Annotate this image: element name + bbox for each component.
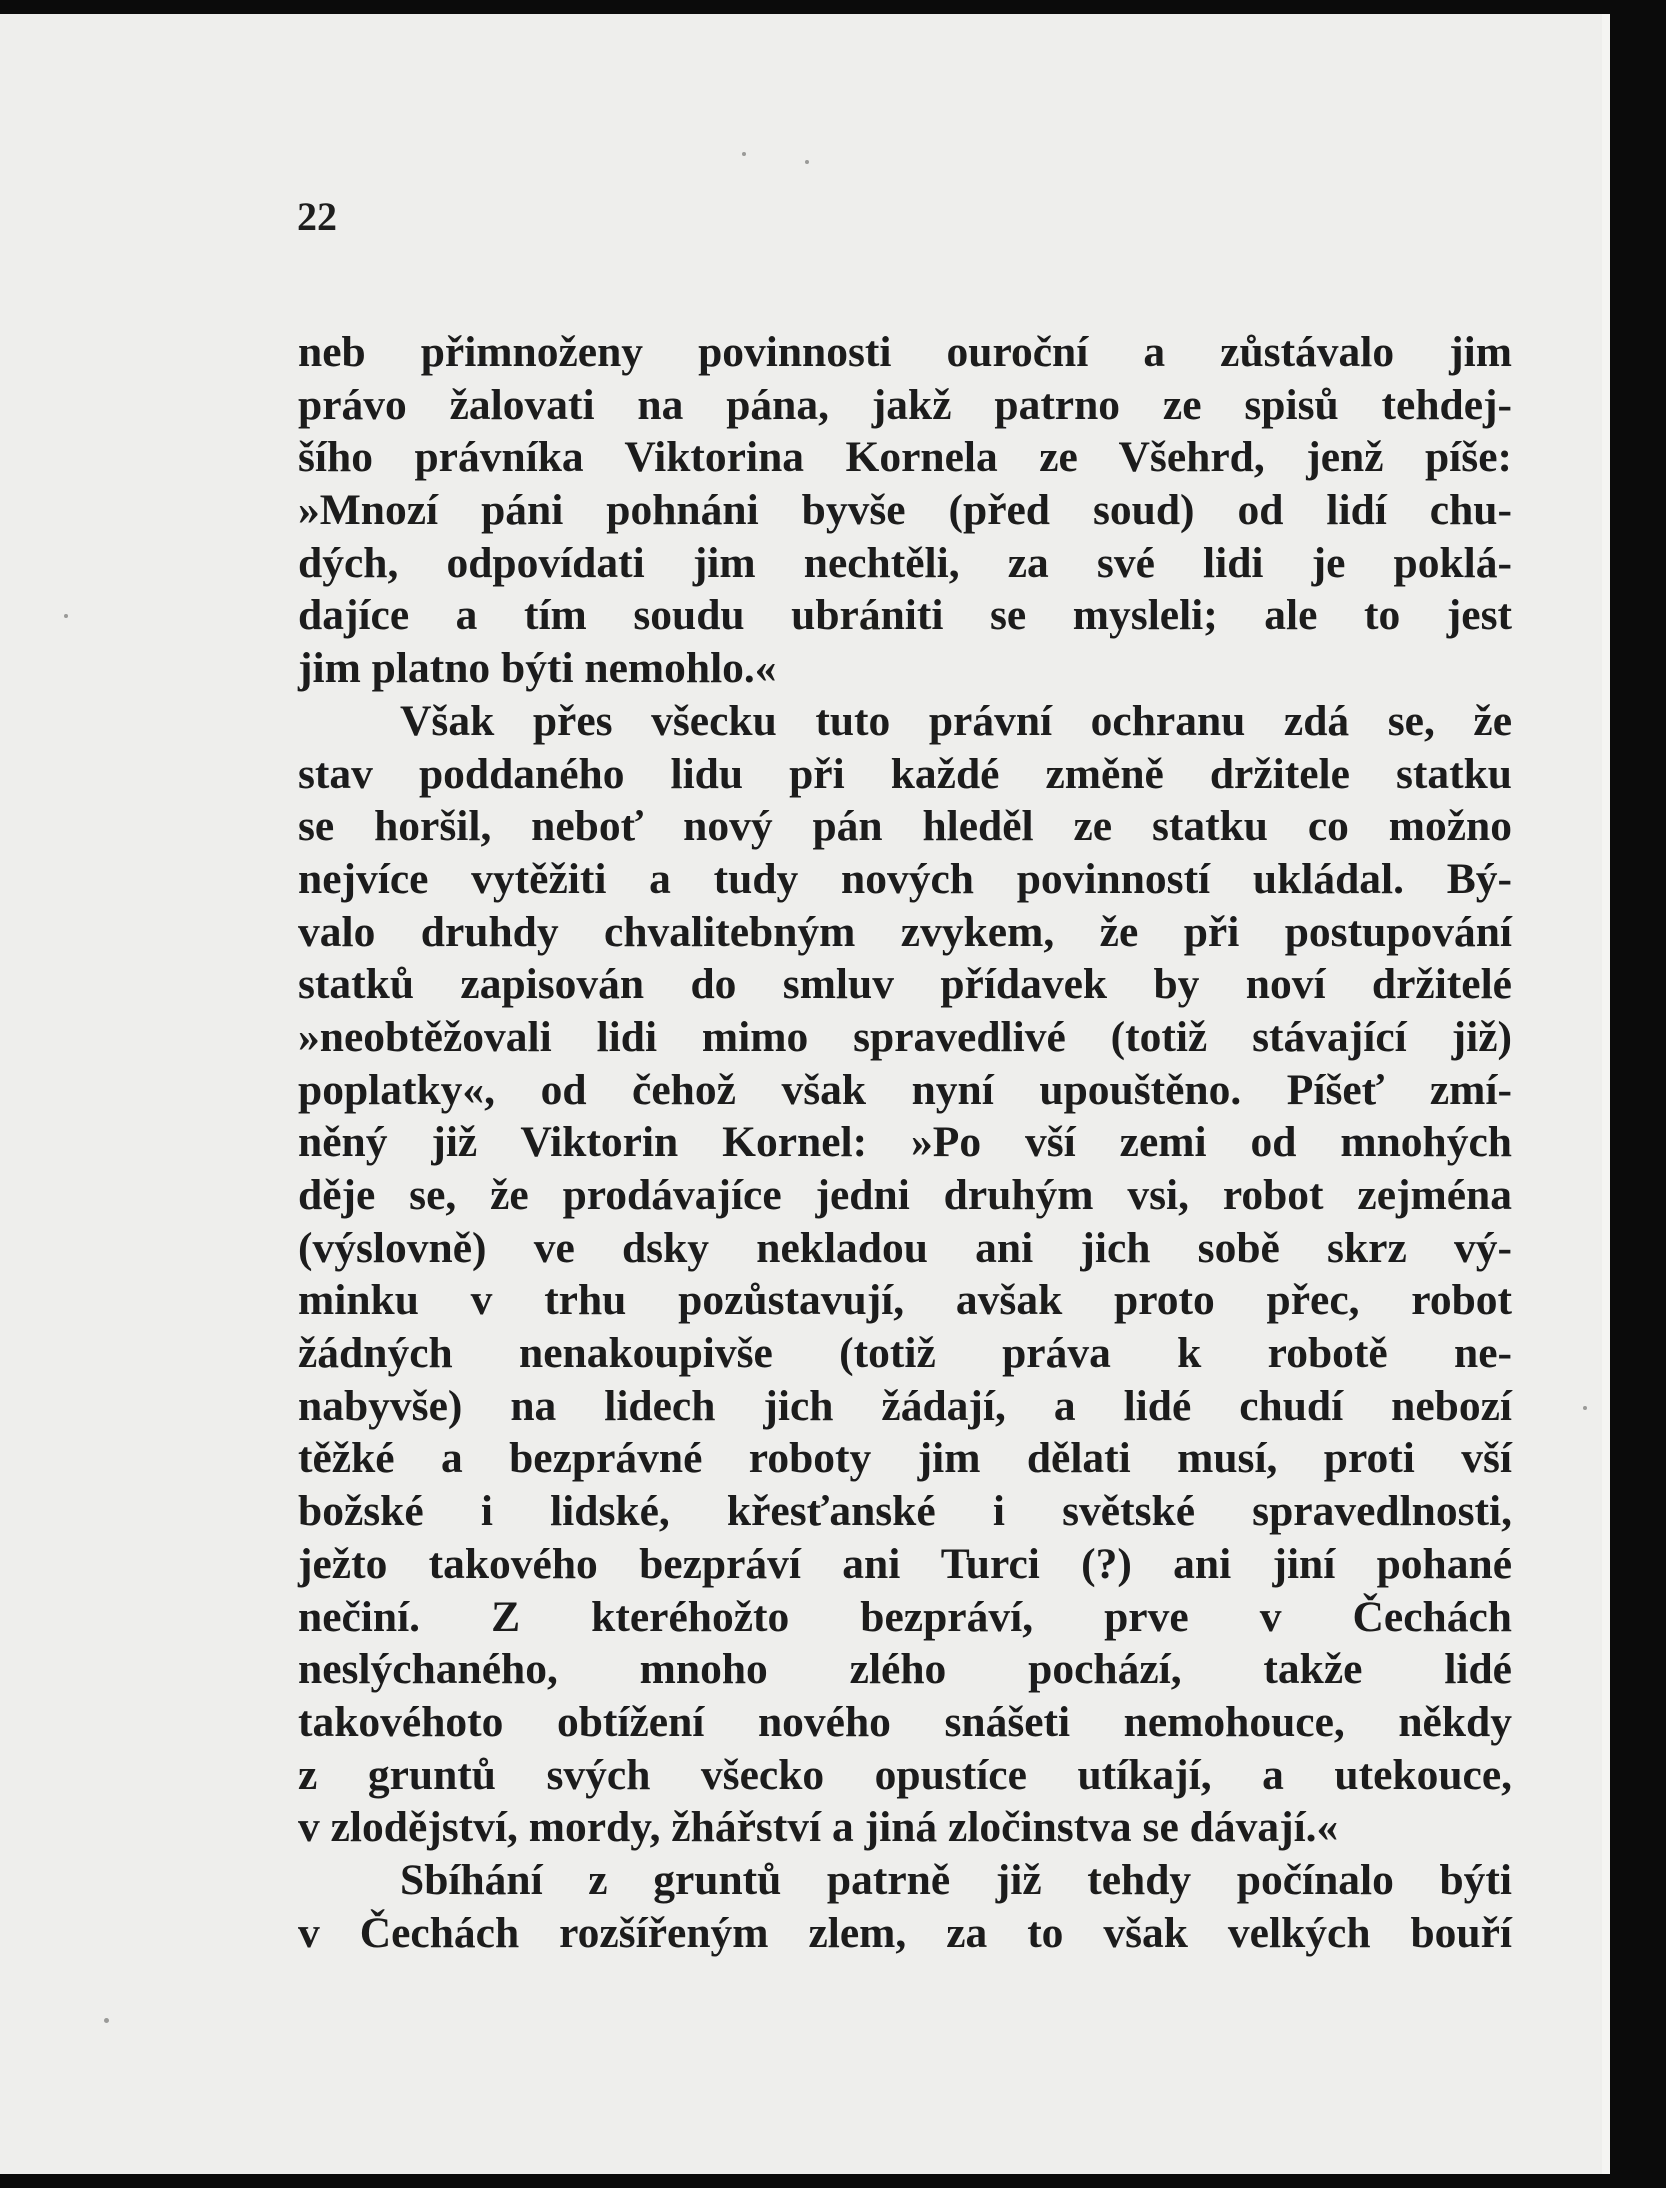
text-line: Sbíhání z gruntů patrně již tehdy počínalo býti xyxy=(400,1855,1512,1904)
text-line: právo žalovati na pána, jakž patrno ze spisů tehdej- xyxy=(298,380,1512,429)
text-line: nečiní. Z kteréhožto bezpráví, prve v Čechách xyxy=(298,1592,1512,1641)
text-line: šího právníka Viktorina Kornela ze Všehrd, jenž píše: xyxy=(298,433,1512,482)
text-line: v Čechách rozšířeným zlem, za to však velkých bouří xyxy=(298,1908,1512,1957)
text-line: děje se, že prodávajíce jedni druhým vsi, robot zejména xyxy=(298,1171,1512,1219)
text-line: Však přes všecku tuto právní ochranu zdá se, že xyxy=(400,696,1512,745)
page-edge xyxy=(1602,14,1610,2174)
scan-speck xyxy=(742,152,746,156)
text-line: z gruntů svých všecko opustíce utíkají, a utekouce, xyxy=(298,1750,1512,1799)
text-line: valo druhdy chvalitebným zvykem, že při postupování xyxy=(298,907,1512,956)
text-line: v zlodějství, mordy, žhářství a jiná zločinstva se dávají.« xyxy=(298,1803,1339,1852)
text-line: božské i lidské, křesťanské i světské spravedlnosti, xyxy=(298,1487,1512,1536)
scan-speck xyxy=(805,160,809,164)
text-line: dých, odpovídati jim nechtěli, za své lidi je poklá- xyxy=(298,538,1512,587)
text-line: žádných nenakoupivše (totiž práva k robotě ne- xyxy=(298,1329,1512,1378)
text-line: statků zapisován do smluv přídavek by noví držitelé xyxy=(298,960,1512,1009)
text-line: nejvíce vytěžiti a tudy nových povinností ukládal. Bý- xyxy=(298,854,1512,903)
book-page xyxy=(0,14,1604,2174)
text-line: (výslovně) ve dsky nekladou ani jich sobě skrz vý- xyxy=(298,1223,1512,1272)
text-line: poplatky«, od čehož však nyní upouštěno. Píšeť zmí- xyxy=(298,1065,1512,1114)
text-line: »neobtěžovali lidi mimo spravedlivé (totiž stávající již) xyxy=(298,1012,1512,1061)
text-line: se horšil, neboť nový pán hleděl ze statku co možno xyxy=(298,802,1512,851)
text-line: ježto takového bezpráví ani Turci (?) ani jiní pohané xyxy=(298,1539,1512,1588)
text-line: nabyvše) na lidech jich žádají, a lidé chudí nebozí xyxy=(298,1381,1512,1430)
text-line: neslýchaného, mnoho zlého pochází, takže lidé xyxy=(298,1645,1512,1694)
text-line: minku v trhu pozůstavují, avšak proto přec, robot xyxy=(298,1276,1512,1325)
text-line: »Mnozí páni pohnáni byvše (před soud) od lidí chu- xyxy=(298,486,1512,535)
text-line: těžké a bezprávné roboty jim dělati musí, proti vší xyxy=(298,1434,1512,1483)
text-line: neb přimnoženy povinnosti ouroční a zůstávalo jim xyxy=(298,328,1512,376)
text-line: takovéhoto obtížení nového snášeti nemohouce, někdy xyxy=(298,1697,1512,1746)
text-line: dajíce a tím soudu ubrániti se mysleli; ale to jest xyxy=(298,591,1512,640)
text-line: stav poddaného lidu při každé změně držitele statku xyxy=(298,749,1512,798)
text-line: něný již Viktorin Kornel: »Po vší zemi od mnohých xyxy=(298,1118,1512,1167)
body-text xyxy=(298,326,1512,1959)
scan-speck xyxy=(104,2018,109,2023)
page-number: 22 xyxy=(297,194,337,239)
text-line: jim platno býti nemohlo.« xyxy=(298,644,777,693)
scan-speck xyxy=(64,614,68,618)
scan-speck xyxy=(1583,1406,1587,1410)
